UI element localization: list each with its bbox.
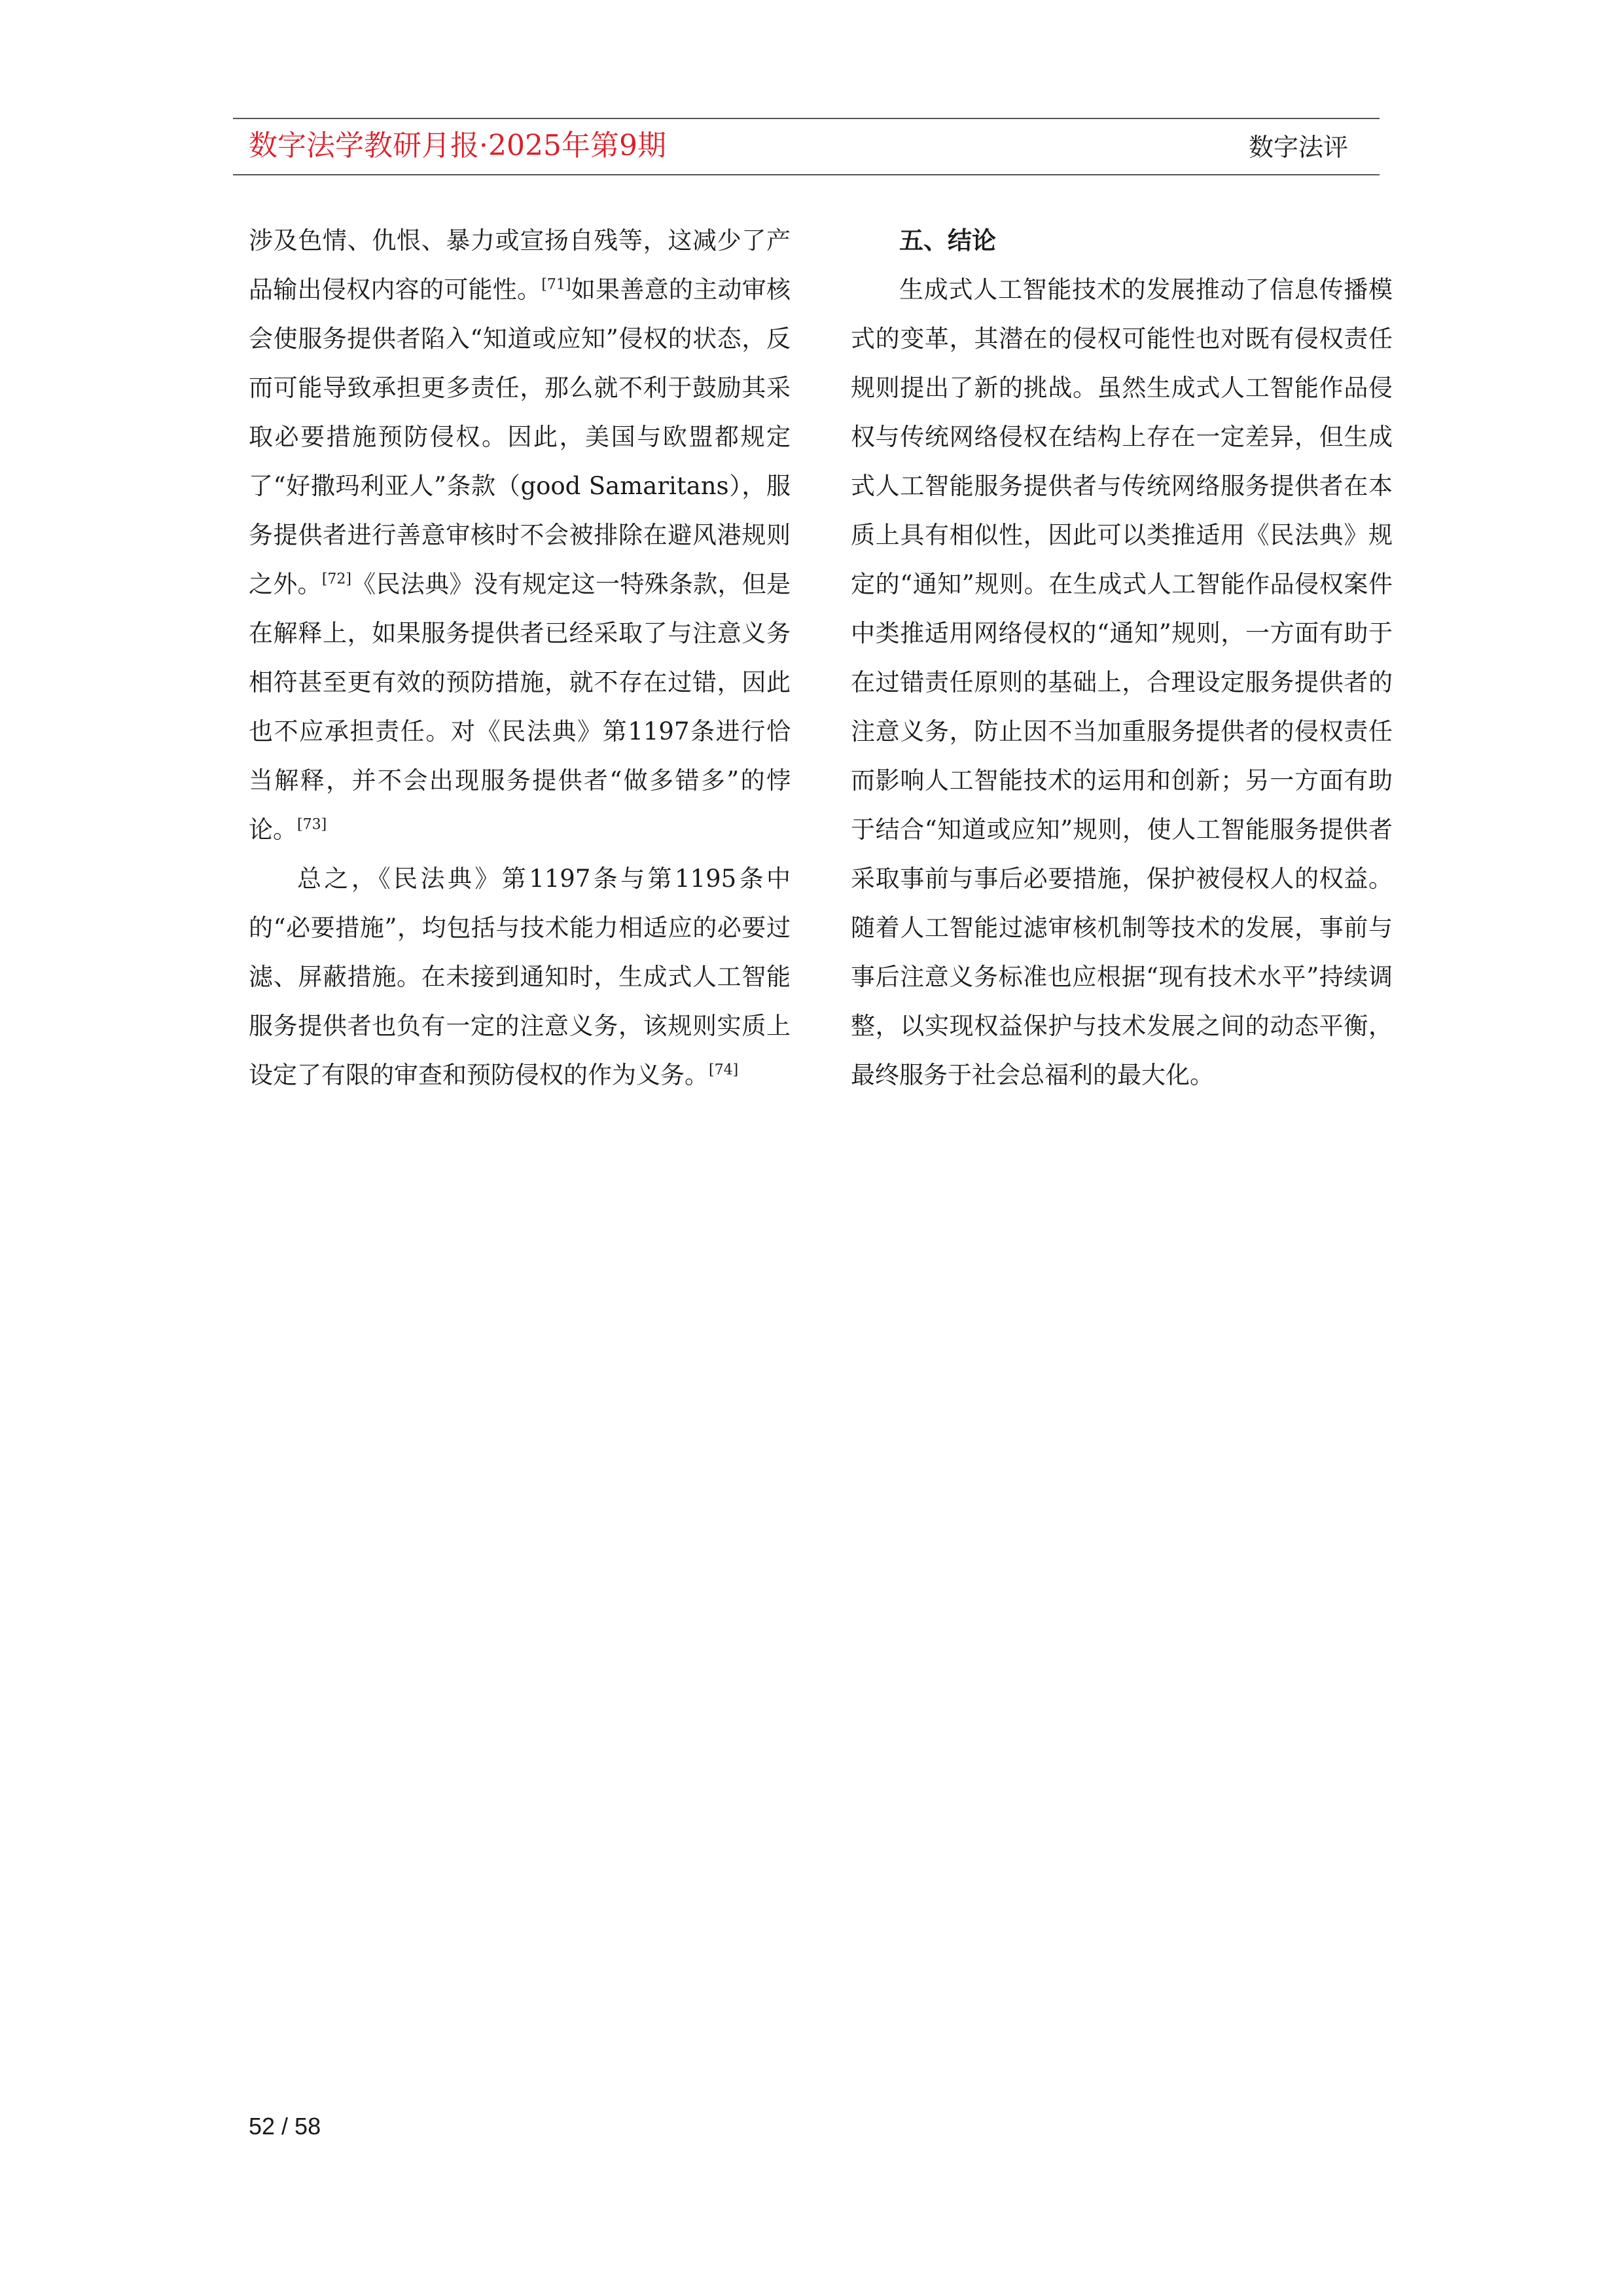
left-paragraph-1 xyxy=(249,216,791,854)
footnote-ref[interactable]: [71] xyxy=(541,276,571,293)
text-run: 如果善意的主动审核会使服务提供者陷入“知道或应知”侵权的状态，反而可能导致承担更多责任，那么就不利于鼓励其采取必要措施预防侵权。因此，美国与欧盟都规定了“好撒玛利亚人”条款（good Samaritans），服务提供者进行善意审核时不会被排除在避风港规则之外。 xyxy=(249,276,791,598)
section-heading: 五、结论 xyxy=(899,226,996,255)
journal-title: 数字法学教研月报·2025年第9期 xyxy=(249,129,666,162)
right-column xyxy=(851,216,1393,1100)
section-label: 数字法评 xyxy=(1248,133,1348,162)
left-paragraph-2 xyxy=(249,854,791,1100)
footnote-ref[interactable]: [74] xyxy=(709,1062,739,1079)
footnote-ref[interactable]: [73] xyxy=(297,816,327,833)
page-number: 52 / 58 xyxy=(249,2113,321,2140)
right-paragraph-1: 生成式人工智能技术的发展推动了信息传播模式的变革，其潜在的侵权可能性也对既有侵权责任规则提出了新的挑战。虽然生成式人工智能作品侵权与传统网络侵权在结构上存在一定差异，但生成式人工智能服务提供者与传统网络服务提供者在本质上具有相似性，因此可以类推适用《民法典》规定的“通知”规则。在生成式人工智能作品侵权案件中类推适用网络侵权的“通知”规则，一方面有助于在过错责任原则的基础上，合理设定服务提供者的注意义务，防止因不当加重服务提供者的侵权责任而影响人工智能技术的运用和创新；另一方面有助于结合“知道或应知”规则，使人工智能服务提供者采取事前与事后必要措施，保护被侵权人的权益。随着人工智能过滤审核机制等技术的发展，事前与事后注意义务标准也应根据“现有技术水平”持续调整，以实现权益保护与技术发展之间的动态平衡，最终服务于社会总福利的最大化。 xyxy=(851,276,1393,1089)
text-run: 总之，《民法典》第1197条与第1195条中的“必要措施”，均包括与技术能力相适应的必要过滤、屏蔽措施。在未接到通知时，生成式人工智能服务提供者也负有一定的注意义务，该规则实质上设定了有限的审查和预防侵权的作为义务。 xyxy=(249,865,791,1089)
header-bottom-rule xyxy=(233,174,1380,175)
header-top-rule xyxy=(233,118,1380,119)
text-run: 《民法典》没有规定这一特殊条款，但是在解释上，如果服务提供者已经采取了与注意义务相符甚至更有效的预防措施，就不存在过错，因此也不应承担责任。对《民法典》第1197条进行恰当解释，并不会出现服务提供者“做多错多”的悖论。 xyxy=(249,570,791,844)
text-run: 涉及色情、仇恨、暴力或宣扬自残等，这减少了产品输出侵权内容的可能性。 xyxy=(249,226,791,304)
left-column xyxy=(249,216,791,1100)
footnote-ref[interactable]: [72] xyxy=(321,571,352,588)
